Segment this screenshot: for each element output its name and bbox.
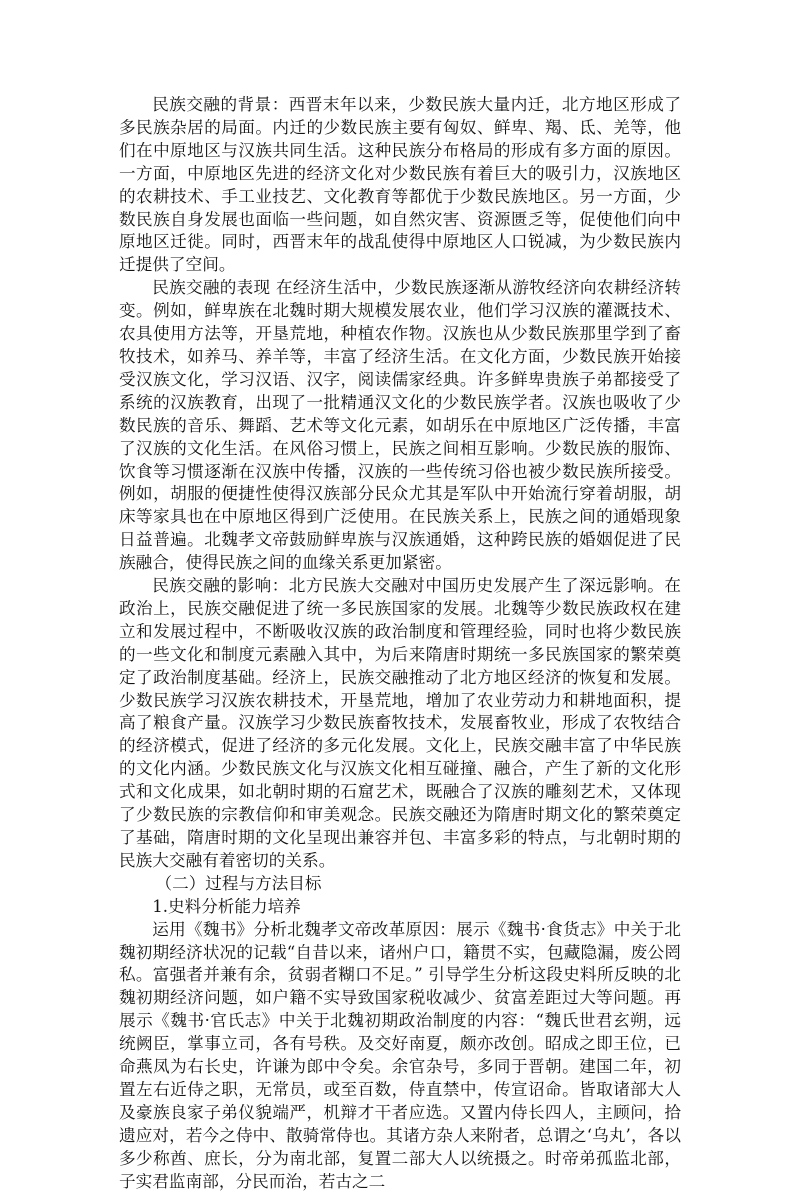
section-heading: （二）过程与方法目标 (155, 873, 322, 893)
paragraph-impact: 民族交融的影响：北方民族大交融对中国历史发展产生了深远影响。在政治上，民族交融促进了统一多民族国家的发展。北魏等少数民族政权在建立和发展过程中，不断吸收汉族的政治制度和管理经验，同时也将少数民族的一些文化和制度元素融入其中，为后来隋唐时期统一多民族国家的繁荣奠定了政治制度基础。经济上，民族交融推动了北方地区经济的恢复和发展。少数民族学习汉族农耕技术，开垦荒地，增加了农业劳动力和耕地面积，提高了粮食产量。汉族学习少数民族畜牧技术，发展畜牧业，形成了农牧结合的经济模式，促进了经济的多元化发展。文化上，民族交融丰富了中华民族的文化内涵。少数民族文化与汉族文化相互碰撞、融合，产生了新的文化形式和文化成果，如北朝时期的石窟艺术，既融合了汉族的雕刻艺术，又体现了少数民族的宗教信仰和审美观念。民族交融还为隋唐时期文化的繁荣奠定了基础，隋唐时期的文化呈现出兼容并包、丰富多彩的特点，与北朝时期的民族大交融有着密切的关系。 (119, 576, 681, 870)
paragraph-manifestations: 民族交融的表现 在经济生活中，少数民族逐渐从游牧经济向农耕经济转变。例如，鲜卑族在北魏时期大规模发展农业，他们学习汉族的灌溉技术、农具使用方法等，开垦荒地，种植农作物。汉族也从少数民族那里学到了畜牧技术，如养马、养羊等，丰富了经济生活。在文化方面，少数民族开始接受汉族文化，学习汉语、汉字，阅读儒家经典。许多鲜卑贵族子弟都接受了系统的汉族教育，出现了一批精通汉文化的少数民族学者。汉族也吸收了少数民族的音乐、舞蹈、艺术等文化元素，如胡乐在中原地区广泛传播，丰富了汉族的文化生活。在风俗习惯上，民族之间相互影响。少数民族的服饰、饮食等习惯逐渐在汉族中传播，汉族的一些传统习俗也被少数民族所接受。例如，胡服的便捷性使得汉族部分民众尤其是军队中开始流行穿着胡服，胡床等家具也在中原地区得到广泛使用。在民族关系上，民族之间的通婚现象日益普遍。北魏孝文帝鼓励鲜卑族与汉族通婚，这种跨民族的婚姻促进了民族融合，使得民族之间的血缘关系更加紧密。 (119, 278, 681, 573)
paragraph-source-analysis: 运用《魏书》分析北魏孝文帝改革原因：展示《魏书·食货志》中关于北魏初期经济状况的记载“自昔以来，诸州户口，籍贯不实，包藏隐漏，废公罔私。富强者并兼有余，贫弱者糊口不足。” 引导学生分析这段史料所反映的北魏初期经济问题，如户籍不实导致国家税收减少、贫富差距过大等问题。再展示《魏书·官氏志》中关于北魏初期政治制度的内容：“魏氏世君玄朔，远统阙臣，掌事立司，各有号秩。及交好南夏，颇亦改创。昭成之即王位，已命燕凤为右长史，许谦为郎中令矣。余官杂号，多同于晋朝。建国二年，初置左右近侍之职，无常员，或至百数，侍直禁中，传宣诏命。皆取诸部大人及豪族良家子弟仪貌端严，机辩才干者应选。又置内侍长四人，主顾问，拾遗应对，若今之侍中、散骑常侍也。其诸方杂人来附者，总谓之‘乌丸’，各以多少称酋、庶长，分为南北部，复置二部大人以统摄之。时帝弟孤监北部，子实君监南部，分民而治，若古之二 (119, 919, 681, 1191)
paragraph-background: 民族交融的背景：西晋末年以来，少数民族大量内迁，北方地区形成了多民族杂居的局面。内迁的少数民族主要有匈奴、鲜卑、羯、氐、羌等，他们在中原地区与汉族共同生活。这种民族分布格局的形成有多方面的原因。一方面，中原地区先进的经济文化对少数民族有着巨大的吸引力，汉族地区的农耕技术、手工业技艺、文化教育等都优于少数民族地区。另一方面，少数民族自身发展也面临一些问题，如自然灾害、资源匮乏等，促使他们向中原地区迁徙。同时，西晋末年的战乱使得中原地区人口锐减，为少数民族内迁提供了空间。 (119, 95, 681, 275)
document-body (119, 94, 681, 1194)
subsection-heading: 1.史料分析能力培养 (152, 896, 301, 916)
